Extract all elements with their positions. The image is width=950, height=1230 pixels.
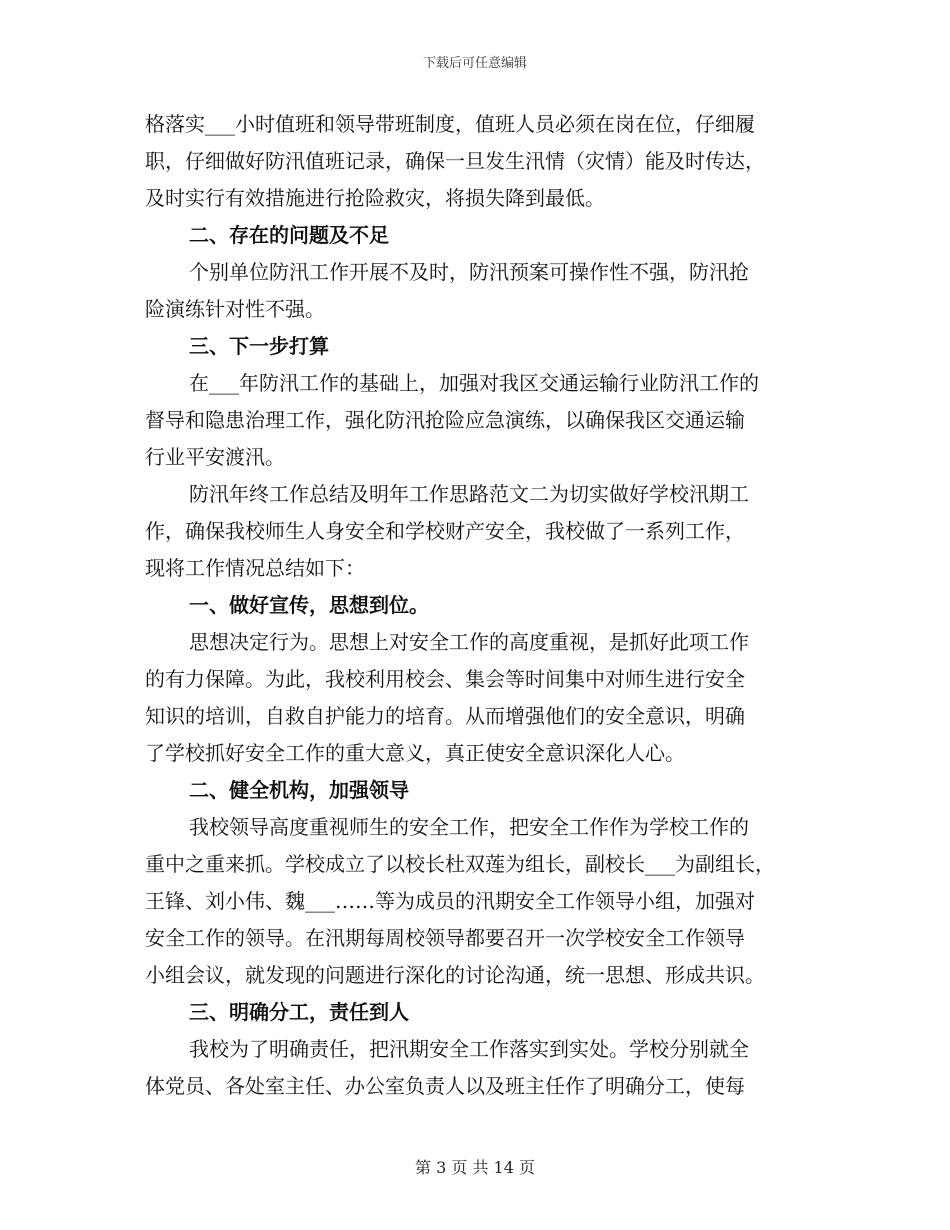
paragraph	[145, 1031, 825, 1105]
text-line: 我校领导高度重视师生的安全工作，把安全工作作为学校工作的	[189, 815, 749, 839]
text-line: 行业平安渡汛。	[145, 445, 285, 469]
text-line: 体党员、各处室主任、办公室负责人以及班主任作了明确分工，使每	[145, 1074, 745, 1098]
text-line: 安全工作的领导。在汛期每周校领导都要召开一次学校安全工作领导	[145, 926, 745, 950]
text-line: 的有力保障。为此，我校利用校会、集会等时间集中对师生进行安全	[145, 667, 745, 691]
text-line: 在___年防汛工作的基础上，加强对我区交通运输行业防汛工作的	[189, 371, 759, 395]
document-body	[145, 106, 825, 1105]
text-line: 重中之重来抓。学校成立了以校长杜双莲为组长，副校长___为副组长，	[145, 852, 775, 876]
text-line: 我校为了明确责任，把汛期安全工作落实到实处。学校分别就全	[189, 1037, 749, 1061]
paragraph	[145, 476, 825, 587]
text-line: 知识的培训，自救自护能力的培育。从而增强他们的安全意识，明确	[145, 704, 745, 728]
text-line: 督导和隐患治理工作，强化防汛抢险应急演练，以确保我区交通运输	[145, 408, 745, 432]
section-heading: 三、下一步打算	[189, 334, 329, 358]
text-line: 思想决定行为。思想上对安全工作的高度重视，是抓好此项工作	[189, 630, 749, 654]
text-line: 王锋、刘小伟、魏___……等为成员的汛期安全工作领导小组，加强对	[145, 889, 755, 913]
paragraph	[145, 365, 825, 476]
paragraph	[145, 809, 825, 994]
text-line: 小组会议，就发现的问题进行深化的讨论沟通，统一思想、形成共识。	[145, 963, 765, 987]
text-line: 个别单位防汛工作开展不及时，防汛预案可操作性不强，防汛抢	[189, 260, 749, 284]
page-number: 第 3 页 共 14 页	[415, 1158, 535, 1177]
text-line: 了学校抓好安全工作的重大意义，真正使安全意识深化人心。	[145, 741, 685, 765]
text-line: 格落实___小时值班和领导带班制度，值班人员必须在岗在位，仔细履	[145, 112, 755, 136]
section-heading: 二、健全机构，加强领导	[189, 778, 409, 802]
page-header-note: 下载后可任意编辑	[422, 56, 527, 71]
text-line: 险演练针对性不强。	[145, 297, 325, 321]
paragraph	[145, 624, 825, 772]
section-heading: 一、做好宣传，思想到位。	[189, 593, 429, 617]
text-line: 及时实行有效措施进行抢险救灾，将损失降到最低。	[145, 186, 605, 210]
text-line: 防汛年终工作总结及明年工作思路范文二为切实做好学校汛期工	[189, 482, 749, 506]
section-heading: 三、明确分工，责任到人	[189, 1000, 409, 1024]
text-line: 现将工作情况总结如下：	[145, 556, 365, 580]
text-line: 职，仔细做好防汛值班记录，确保一旦发生汛情（灾情）能及时传达，	[145, 149, 765, 173]
paragraph	[145, 254, 825, 328]
text-line: 作，确保我校师生人身安全和学校财产安全，我校做了一系列工作，	[145, 519, 745, 543]
paragraph	[145, 106, 825, 217]
section-heading: 二、存在的问题及不足	[189, 223, 389, 247]
